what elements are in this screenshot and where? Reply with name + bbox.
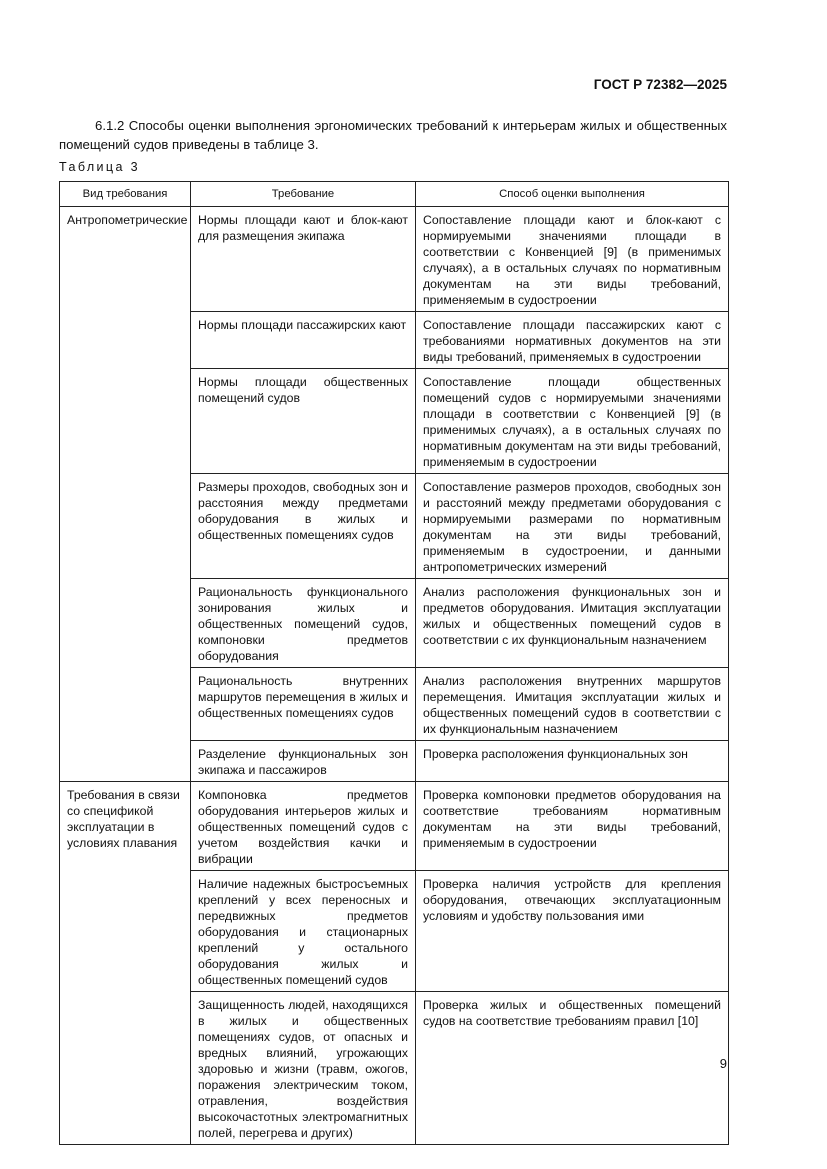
category-cell: Требования в связи со спецификой эксплуатации в условиях плавания <box>60 782 191 1145</box>
method-cell: Проверка наличия устройств для крепления оборудования, отвечающих эксплуатационным условиям и удобству пользования ими <box>416 871 729 992</box>
requirement-cell: Размеры проходов, свободных зон и расстояния между предметами оборудования в жилых и общественных помещениях судов <box>191 474 416 579</box>
method-cell: Сопоставление площади кают и блок-кают с нормируемыми значениями площади в соответствии с Конвенцией [9] (в применимых случаях), а в остальных случаях по нормативным документам на эти виды требований, применяемым в судостроении <box>416 207 729 312</box>
requirement-cell: Нормы площади общественных помещений судов <box>191 369 416 474</box>
table-caption: Таблица 3 <box>59 160 141 174</box>
requirement-cell: Наличие надежных быстросъемных креплений у всех переносных и передвижных предметов оборудования и стационарных креплений у остального оборудования жилых и общественных помещений судов <box>191 871 416 992</box>
category-cell: Антропометрические <box>60 207 191 782</box>
table-header-row <box>60 182 729 207</box>
method-cell: Проверка жилых и общественных помещений судов на соответствие требованиям правил [10] <box>416 992 729 1145</box>
method-cell: Проверка компоновки предметов оборудования на соответствие требованиям нормативным документам на эти виды требований, применяемым в судостроении <box>416 782 729 871</box>
column-header-method: Способ оценки выполнения <box>416 182 729 207</box>
column-header-type: Вид требования <box>60 182 191 207</box>
method-cell: Анализ расположения внутренних маршрутов перемещения. Имитация эксплуатации жилых и общественных помещений судов в соответствии с их функциональным назначением <box>416 668 729 741</box>
table-row <box>60 207 729 312</box>
method-cell: Сопоставление размеров проходов, свободных зон и расстояний между предметами оборудования с нормируемыми размерами по нормативным документам на эти виды требований, применяемым в судостроении, и данными антропометрических измерений <box>416 474 729 579</box>
requirement-cell: Разделение функциональных зон экипажа и пассажиров <box>191 741 416 782</box>
method-cell: Проверка расположения функциональных зон <box>416 741 729 782</box>
assessment-table <box>59 181 729 1145</box>
method-cell: Сопоставление площади общественных помещений судов с нормируемыми значениями площади в соответствии с Конвенцией [9] (в применимых случаях), а в остальных случаях по нормативным документам на эти виды требований, применяемым в судостроении <box>416 369 729 474</box>
requirement-cell: Рациональность внутренних маршрутов перемещения в жилых и общественных помещениях судов <box>191 668 416 741</box>
column-header-requirement: Требование <box>191 182 416 207</box>
requirement-cell: Компоновка предметов оборудования интерьеров жилых и общественных помещений судов с учетом воздействия качки и вибрации <box>191 782 416 871</box>
requirement-cell: Рациональность функционального зонирования жилых и общественных помещений судов, компоновки предметов оборудования <box>191 579 416 668</box>
standard-designation: ГОСТ Р 72382—2025 <box>593 77 727 92</box>
requirement-cell: Нормы площади кают и блок-кают для размещения экипажа <box>191 207 416 312</box>
method-cell: Сопоставление площади пассажирских кают с требованиями нормативных документов на эти виды требований, применяемых в судостроении <box>416 312 729 369</box>
page-number: 9 <box>719 1056 727 1071</box>
table-row <box>60 782 729 871</box>
method-cell: Анализ расположения функциональных зон и предметов оборудования. Имитация эксплуатации жилых и общественных помещений судов в соответствии с их функциональным назначением <box>416 579 729 668</box>
requirement-cell: Защищенность людей, находящихся в жилых и общественных помещениях судов, от опасных и вредных влияний, угрожающих здоровью и жизни (травм, ожогов, поражения электрическим током, отравления, воздействия высокочастотных электромагнитных полей, перегрева и других) <box>191 992 416 1145</box>
requirement-cell: Нормы площади пассажирских кают <box>191 312 416 369</box>
intro-paragraph: 6.1.2 Способы оценки выполнения эргономических требований к интерьерам жилых и общественных помещений судов приведены в таблице 3. <box>59 118 727 152</box>
